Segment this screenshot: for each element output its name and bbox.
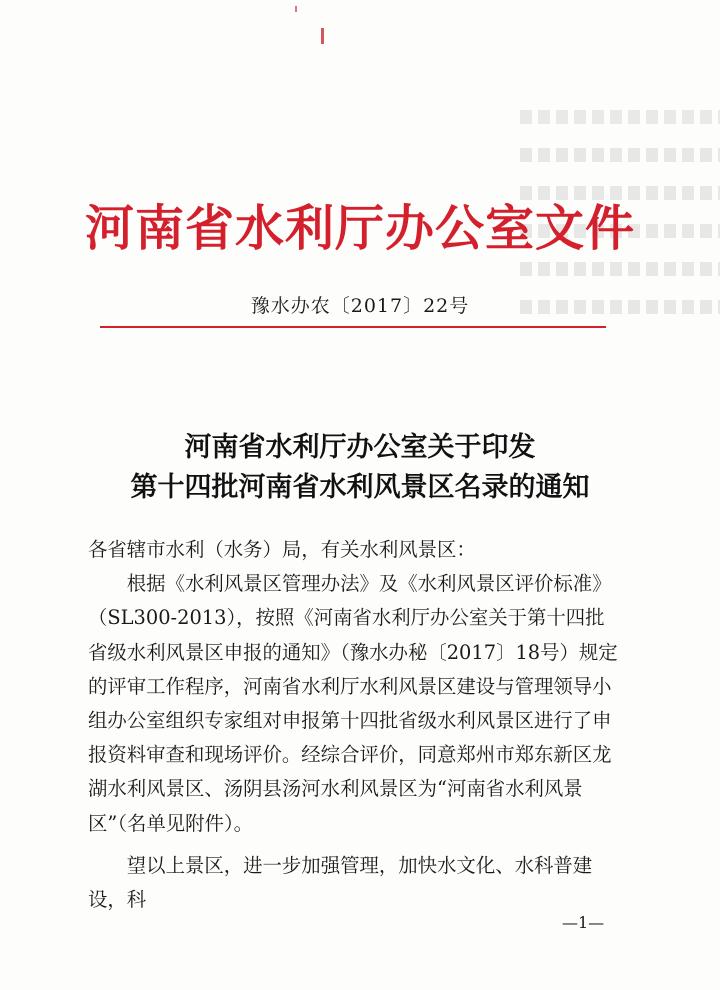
red-masthead: 河南省水利厅办公室文件 xyxy=(84,199,635,257)
page-number: —1— xyxy=(562,913,605,932)
scan-mark xyxy=(321,28,324,44)
document-title-line-2: 第十四批河南省水利风景区名录的通知 xyxy=(130,472,590,503)
scan-mark-small xyxy=(295,6,297,12)
reverse-page-bleed-through xyxy=(520,110,720,410)
red-separator-line xyxy=(100,326,606,328)
body-paragraph-2: 望以上景区，进一步加强管理，加快水文化、水科普建设，科 xyxy=(88,853,593,912)
body-paragraph-1: 根据《水利风景区管理办法》及《水利风景区评价标准》（SL300-2013），按照《河南省水利厅办公室关于第十四批省级水利风景区申报的通知》（豫水办秘〔2017〕18号）规定的评审工作程序，河南省水利厅水利风景区建设与管理领导小组办公室组织专家组对申报第十四批省级水利风景区进行了申报资料审查和现场评价。经综合评价，同意郑州市郑东新区龙湖水利风景区、汤阴县汤河水利风景区为“河南省水利风景区”（名单见附件）。 xyxy=(88,572,618,835)
salutation: 各省辖市水利（水务）局，有关水利风景区： xyxy=(88,538,476,561)
document-number: 豫水办农〔2017〕22号 xyxy=(250,295,470,317)
document-body xyxy=(88,533,623,917)
document-title-line-1: 河南省水利厅办公室关于印发 xyxy=(184,432,536,463)
